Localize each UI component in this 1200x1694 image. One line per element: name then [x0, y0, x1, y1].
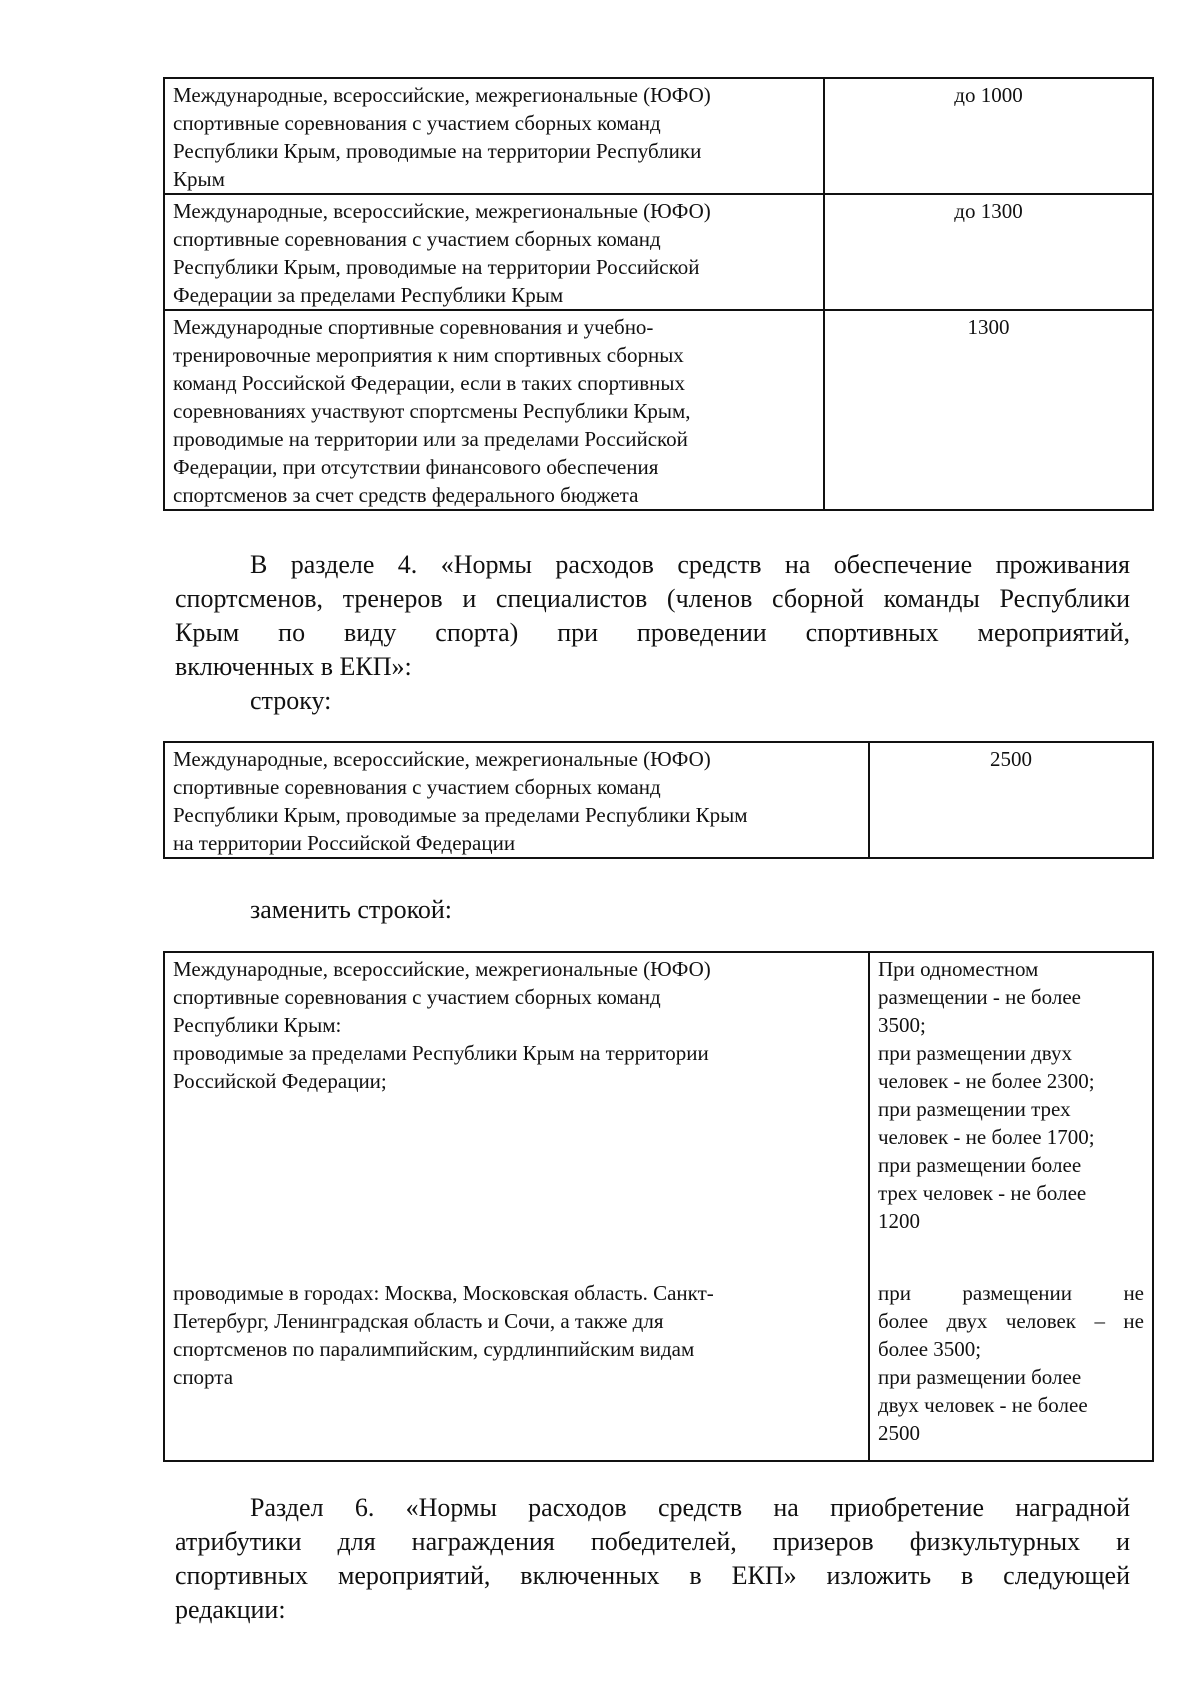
paragraph-line: Раздел 6. «Нормы расходов средств на приобретение наградной: [250, 1493, 1130, 1522]
cell-line: Федерации, при отсутствии финансового обеспечения: [173, 455, 659, 479]
cell-line: более 3500;: [878, 1337, 982, 1361]
table-cell-description: [164, 310, 824, 510]
table-cell-value: 2500: [869, 742, 1153, 858]
cell-line: Международные, всероссийские, межрегиональные (ЮФО): [173, 199, 711, 223]
cell-line: 3500;: [878, 1013, 926, 1037]
norms-table-2: [163, 741, 1154, 859]
paragraph-line: редакции:: [175, 1595, 286, 1624]
cell-line: Федерации за пределами Республики Крым: [173, 283, 564, 307]
amendment-paragraph-section-4: [175, 548, 1130, 684]
paragraph-line: спортивных мероприятий, включенных в ЕКП» изложить в следующей: [175, 1561, 1130, 1590]
cell-line: тренировочные мероприятия к ним спортивных сборных: [173, 343, 684, 367]
cell-line: человек - не более 1700;: [878, 1125, 1095, 1149]
cell-line: Международные, всероссийские, межрегиональные (ЮФО): [173, 957, 711, 981]
cell-line: размещении - не более: [878, 985, 1081, 1009]
table-cell-value: до 1000: [824, 78, 1153, 194]
cell-line: 1200: [878, 1209, 920, 1233]
table-cell-value: [869, 952, 1153, 1461]
cell-line: более двух человек – не: [878, 1309, 1144, 1333]
cell-line: Республики Крым:: [173, 1013, 342, 1037]
cell-line: трех человек - не более: [878, 1181, 1087, 1205]
cell-line: Международные спортивные соревнования и учебно-: [173, 315, 654, 339]
cell-line: Российской Федерации;: [173, 1069, 387, 1093]
table-cell-description: [164, 194, 824, 310]
paragraph-line: В разделе 4. «Нормы расходов средств на обеспечение проживания: [250, 550, 1130, 579]
cell-line: Международные, всероссийские, межрегиональные (ЮФО): [173, 83, 711, 107]
cell-line: Республики Крым, проводимые за пределами Республики Крым: [173, 803, 748, 827]
table-cell-value: 1300: [824, 310, 1153, 510]
cell-line: при размещении двух: [878, 1041, 1072, 1065]
cell-line: при размещении трех: [878, 1097, 1071, 1121]
norms-table-1: [163, 77, 1154, 511]
table-row: [164, 952, 1153, 1461]
label-row-text: строку:: [250, 686, 332, 715]
cell-line: спортсменов за счет средств федерального бюджета: [173, 483, 639, 507]
paragraph-line: Крым по виду спорта) при проведении спортивных мероприятий,: [175, 618, 1130, 647]
cell-line: Петербург, Ленинградская область и Сочи, а также для: [173, 1309, 664, 1333]
cell-line: двух человек - не более: [878, 1393, 1088, 1417]
cell-line: проводимые в городах: Москва, Московская область. Санкт-: [173, 1281, 714, 1305]
table-row: [164, 742, 1153, 858]
cell-line: при размещении более: [878, 1153, 1082, 1177]
cell-line: спортсменов по паралимпийским, сурдлинпийским видам: [173, 1337, 695, 1361]
norms-table-3: [163, 951, 1154, 1462]
paragraph-line: атрибутики для награждения победителей, призеров физкультурных и: [175, 1527, 1130, 1556]
table-cell-description: [164, 78, 824, 194]
cell-line: спортивные соревнования с участием сборных команд: [173, 985, 661, 1009]
table-row: [164, 78, 1153, 194]
cell-line: спортивные соревнования с участием сборных команд: [173, 227, 661, 251]
cell-line: Крым: [173, 167, 225, 191]
cell-line: при размещении более: [878, 1365, 1082, 1389]
cell-line: спортивные соревнования с участием сборных команд: [173, 111, 661, 135]
cell-line: на территории Российской Федерации: [173, 831, 516, 855]
cell-line: при размещении не: [878, 1281, 1144, 1305]
cell-line: спорта: [173, 1365, 234, 1389]
cell-line: проводимые на территории или за пределами Российской: [173, 427, 688, 451]
cell-line: Международные, всероссийские, межрегиональные (ЮФО): [173, 747, 711, 771]
label-replace-text: заменить строкой:: [250, 895, 453, 924]
cell-line: человек - не более 2300;: [878, 1069, 1095, 1093]
cell-line: Республики Крым, проводимые на территории Российской: [173, 255, 700, 279]
cell-line: проводимые за пределами Республики Крым на территории: [173, 1041, 709, 1065]
table-cell-description: [164, 742, 869, 858]
table-cell-value: до 1300: [824, 194, 1153, 310]
cell-line: 2500: [878, 1421, 920, 1445]
paragraph-line: включенных в ЕКП»:: [175, 652, 412, 681]
cell-line: Республики Крым, проводимые на территории Республики: [173, 139, 702, 163]
cell-line: соревнованиях участвуют спортсмены Республики Крым,: [173, 399, 691, 423]
cell-line: спортивные соревнования с участием сборных команд: [173, 775, 661, 799]
paragraph-line: спортсменов, тренеров и специалистов (членов сборной команды Республики: [175, 584, 1130, 613]
table-row: [164, 310, 1153, 510]
cell-line: команд Российской Федерации, если в таких спортивных: [173, 371, 685, 395]
amendment-paragraph-section-6: [175, 1491, 1130, 1627]
table-row: [164, 194, 1153, 310]
table-cell-description: [164, 952, 869, 1461]
cell-line: При одноместном: [878, 957, 1039, 981]
